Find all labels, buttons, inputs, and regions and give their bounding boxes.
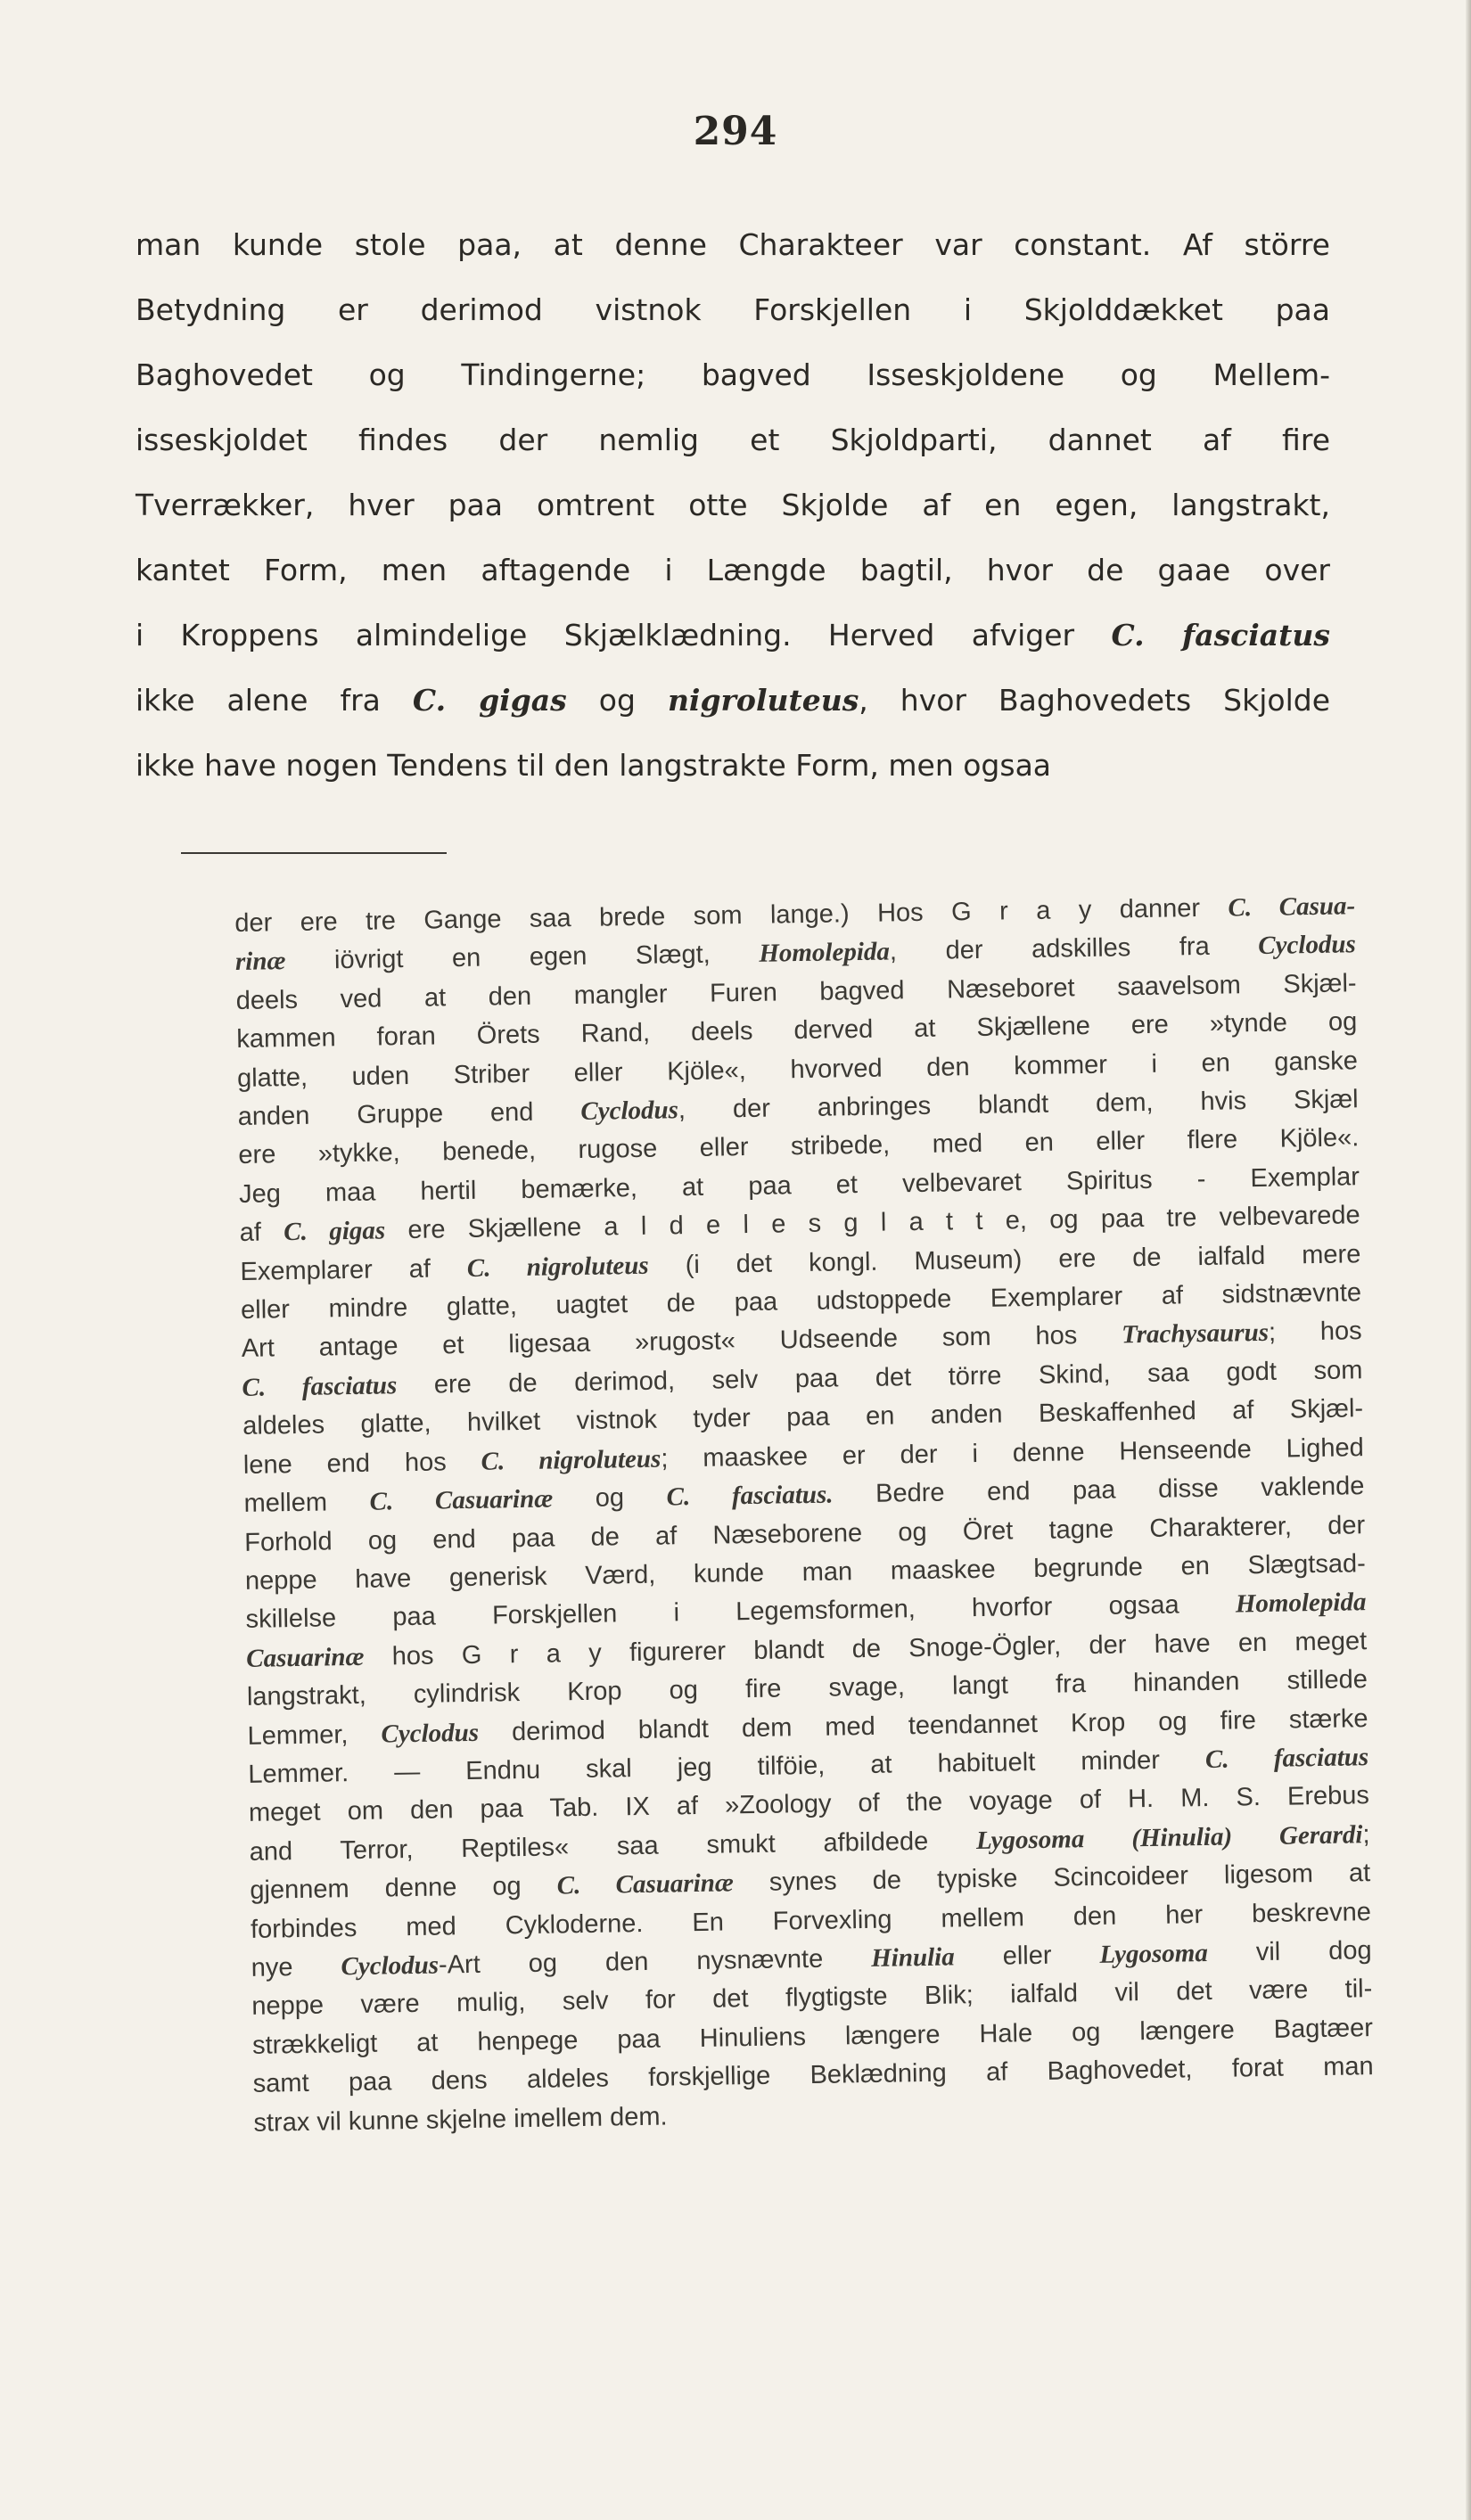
text-run: Baghovedet og Tindingerne; bagved Isseskjoldene og Mellem- (136, 357, 1330, 392)
italic-text: C. gigas (412, 683, 567, 718)
text-run: ikke have nogen Tendens til den langstrakte Form, men ogsaa (136, 748, 1052, 783)
text-run: anden Gruppe end (237, 1096, 581, 1131)
main-text-line (136, 212, 1330, 277)
text-run: isseskjoldet findes der nemlig et Skjoldparti, dannet af fire (136, 423, 1330, 457)
italic-text: Lygosoma (Hinulia) Gerardi (975, 1820, 1363, 1855)
italic-text: Lygosoma (1099, 1938, 1209, 1969)
text-run: aldeles glatte, hvilket vistnok tyder paa en anden Beskaffenhed af Skjæl- (242, 1394, 1364, 1441)
text-run: Lemmer, (247, 1720, 382, 1751)
text-run: Lemmer. — Endnu skal jeg tilföie, at habituelt minder (248, 1744, 1206, 1789)
text-run: Betydning er derimod vistnok Forskjellen i Skjolddækket paa (136, 292, 1330, 327)
text-run: ; maaskee er der i denne Henseende Lighed (661, 1432, 1364, 1473)
italic-text: C. nigroluteus (466, 1251, 649, 1283)
italic-text: C. gigas (284, 1216, 386, 1247)
text-run: mellem (243, 1487, 370, 1519)
text-run: skillelse paa Forskjellen i Legemsformen, hvorfor ogsaa (245, 1589, 1237, 1635)
text-run: strækkeligt at henpege paa Hinuliens længere Hale og længere Bagtæer (251, 2013, 1374, 2060)
text-run: neppe være mulig, selv for det flygtigste Blik; ialfald vil det være til- (251, 1974, 1373, 2022)
italic-text: C. fasciatus (1111, 618, 1330, 653)
text-run: man kunde stole paa, at denne Charakteer var constant. Af större (136, 227, 1330, 262)
text-run: meget om den paa Tab. IX af »Zoology of the voyage of H. M. S. Erebus (248, 1781, 1370, 1828)
text-run: strax vil kunne skjelne imellem dem. (253, 2102, 668, 2138)
text-run: Bedre end paa disse vaklende (833, 1472, 1365, 1509)
text-run: kantet Form, men aftagende i Længde bagtil, hvor de gaae over (136, 553, 1330, 587)
text-run: neppe have generisk Værd, kunde man maaskee begrunde en Slægtsad- (244, 1549, 1367, 1596)
italic-text: Cyclodus (1258, 930, 1357, 961)
text-run: kammen foran Örets Rand, deels derved at Skjællene ere »tynde og (236, 1007, 1358, 1055)
italic-text: C. Casuarinæ (369, 1484, 554, 1516)
text-run: ; hos (1268, 1317, 1362, 1348)
text-run: ere de derimod, selv paa det törre Skind, saa godt som (396, 1356, 1363, 1400)
text-run: iövrigt en egen Slægt, (285, 940, 760, 976)
text-run: og (552, 1482, 667, 1514)
main-text-line (136, 472, 1330, 538)
text-run: samt paa dens aldeles forskjellige Beklædning af Baghovedet, forat man (252, 2052, 1374, 2099)
footnote (234, 887, 1375, 2143)
text-run: af (239, 1218, 284, 1248)
text-run: i Kroppens almindelige Skjælklædning. Herved afviger (136, 618, 1112, 653)
main-text-line (136, 603, 1330, 668)
text-run: lene end hos (242, 1447, 481, 1480)
text-run: Art antage et ligesaa »rugost« Udseende som hos (241, 1320, 1122, 1364)
main-text-line (136, 538, 1330, 603)
text-run: glatte, uden Striber eller Kjöle«, hvorved den kommer i en ganske (236, 1046, 1359, 1093)
text-run: ere Skjællene a l d e l e s g l a t t e, og paa tre velbevarede (384, 1201, 1360, 1245)
text-run: derimod blandt dem med teendannet Krop og fire stærke (478, 1703, 1368, 1747)
italic-text: Cyclodus (580, 1096, 679, 1126)
main-text-line (136, 668, 1330, 733)
text-run: -Art og den nysnævnte (438, 1943, 872, 1980)
text-run: Exemplarer af (240, 1253, 468, 1286)
italic-text: C. fasciatus (242, 1371, 398, 1402)
text-run: ikke alene fra (136, 683, 413, 718)
italic-text: Homolepida (759, 937, 891, 969)
main-text-line (136, 407, 1330, 472)
text-run: nye (251, 1952, 341, 1982)
text-run: deels ved at den mangler Furen bagved Næseboret saavelsom Skjæl- (235, 969, 1357, 1015)
main-text-line (136, 277, 1330, 342)
text-run: Forhold og end paa de af Næseborene og Öret tagne Charakterer, der (243, 1510, 1366, 1557)
text-run: ; (1362, 1819, 1370, 1849)
page-edge (1466, 0, 1471, 2520)
footnote-divider (181, 852, 447, 854)
text-run: , hvor Baghovedets Skjolde (859, 683, 1330, 718)
main-text-line (136, 733, 1330, 798)
italic-text: Homolepida (1235, 1588, 1367, 1619)
italic-text: nigroluteus (667, 683, 859, 718)
text-run: eller mindre glatte, uagtet de paa udstoppede Exemplarer af sidstnævnte (240, 1278, 1362, 1326)
italic-text: C. fasciatus (1204, 1743, 1369, 1774)
text-run: langstrakt, cylindrisk Krop og fire svage, langt fra hinanden stillede (246, 1665, 1368, 1712)
text-run: hos G r a y figurerer blandt de Snoge-Ögler, der have en meget (364, 1626, 1368, 1671)
text-run: , der adskilles fra (889, 932, 1259, 966)
text-run: and Terror, Reptiles« saa smukt afbildede (249, 1826, 977, 1867)
italic-text: Cyclodus (341, 1950, 440, 1982)
italic-text: C. nigroluteus (481, 1444, 662, 1476)
italic-text: C. Casuarinæ (556, 1868, 735, 1900)
italic-text: Hinulia (870, 1942, 955, 1973)
italic-text: Casuarinæ (246, 1642, 365, 1673)
main-paragraph (136, 212, 1330, 798)
page-number: 294 (693, 109, 778, 154)
main-text-line (136, 342, 1330, 407)
text-run: ere »tykke, benede, rugose eller stribede, med en eller flere Kjöle«. (238, 1123, 1360, 1170)
text-run: eller (954, 1940, 1100, 1972)
text-run: synes de typiske Scincoideer ligesom at (733, 1859, 1371, 1898)
italic-text: Trachysaurus (1121, 1318, 1270, 1350)
text-run: Jeg maa hertil bemærke, at paa et velbevaret Spiritus - Exemplar (238, 1162, 1360, 1209)
text-run: forbindes med Cykloderne. En Forvexling mellem den her beskrevne (250, 1897, 1372, 1944)
text-run: vil dog (1207, 1936, 1372, 1967)
text-run: gjennem denne og (250, 1871, 558, 1906)
text-run: (i det kongl. Museum) ere de ialfald mere (648, 1239, 1361, 1280)
italic-text: C. Casua- (1228, 891, 1356, 923)
text-run: Tverrækker, hver paa omtrent otte Skjolde af en egen, langstrakt, (136, 488, 1330, 522)
italic-text: C. fasciatus. (666, 1480, 834, 1512)
italic-text: rinæ (234, 947, 286, 977)
text-run: og (566, 683, 668, 718)
text-run: der ere tre Gange saa brede som lange.) Hos G r a y danner (234, 893, 1229, 938)
text-run: , der anbringes blandt dem, hvis Skjæl (678, 1085, 1359, 1125)
italic-text: Cyclodus (381, 1718, 480, 1749)
